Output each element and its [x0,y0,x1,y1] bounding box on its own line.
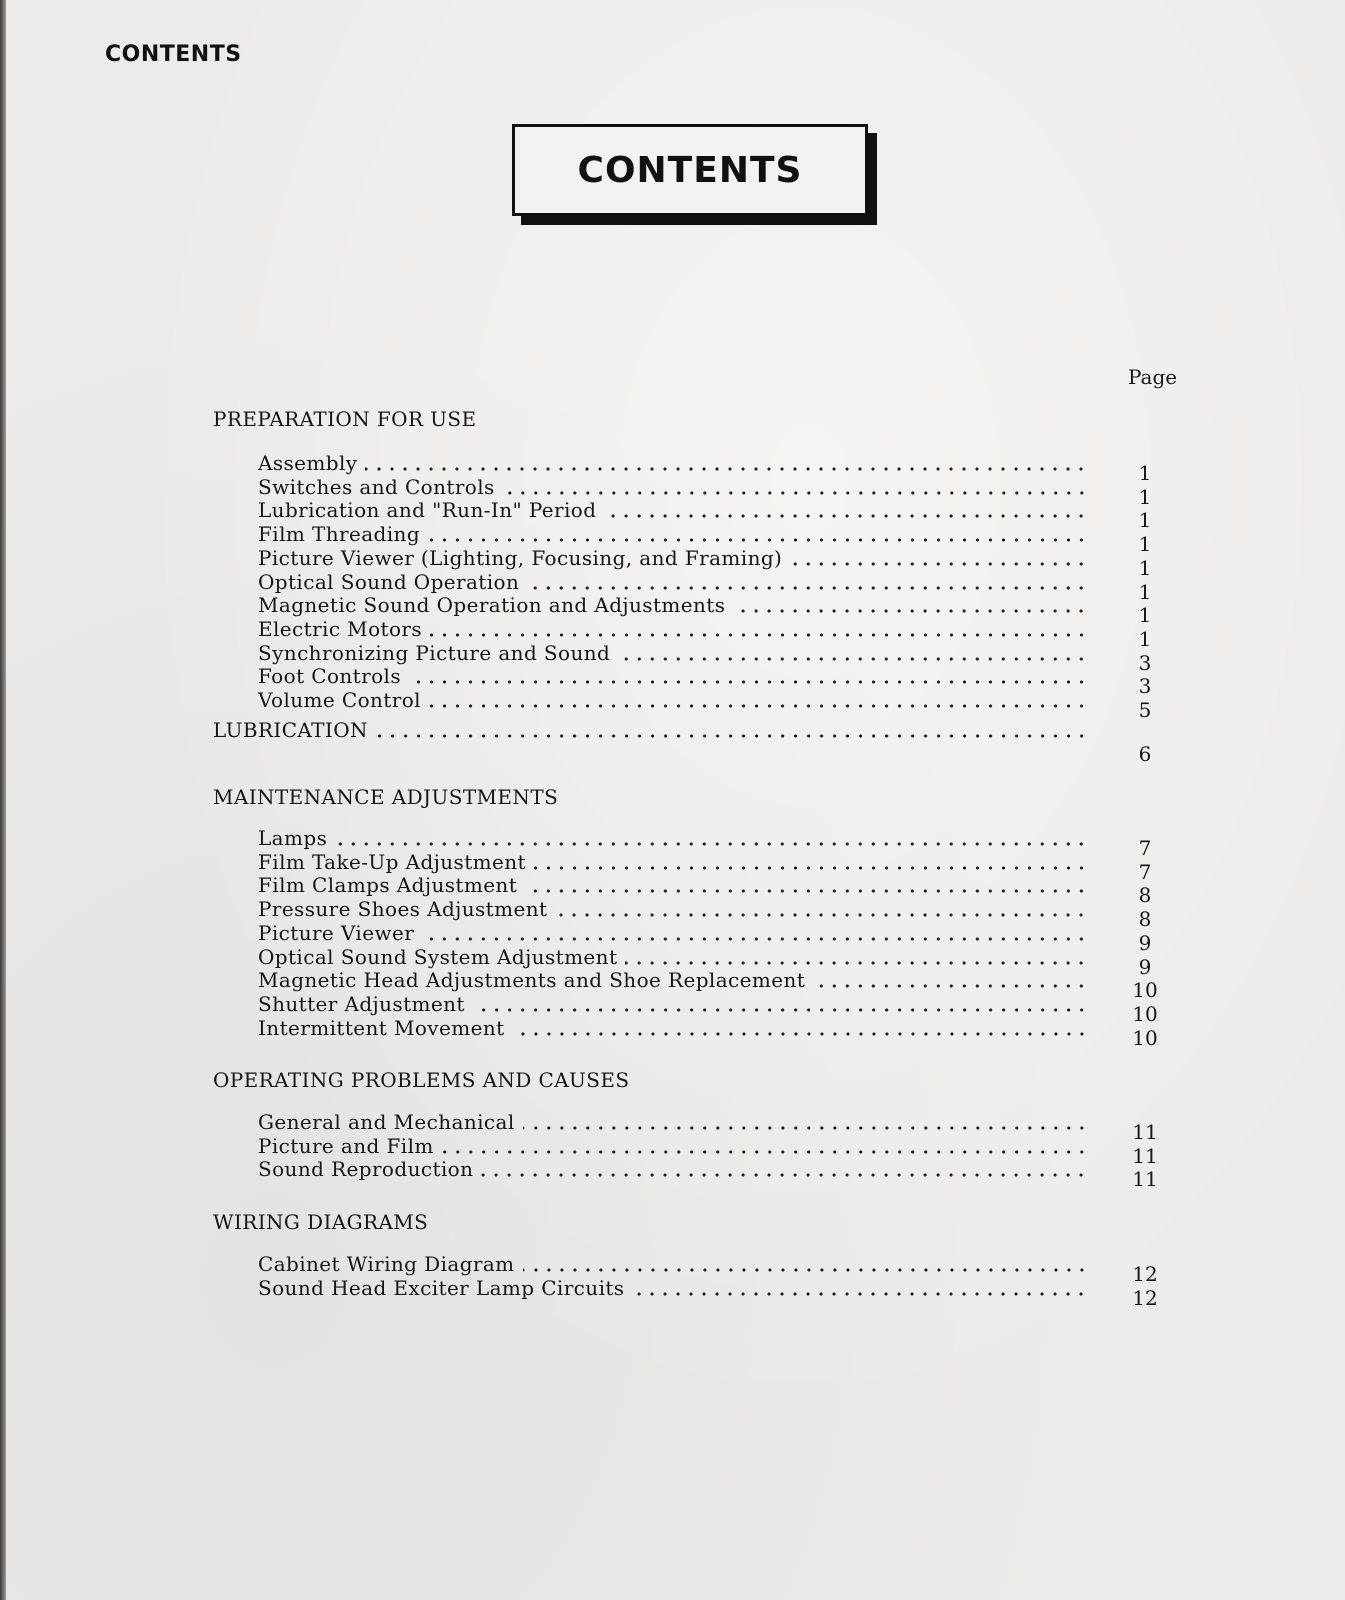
toc-entry [258,1134,1088,1158]
entry-label: Synchronizing Picture and Sound [258,640,611,665]
entry-label: Film Take-Up Adjustment [258,849,526,874]
dot-leader [813,983,1088,989]
page-column-label: Page [1128,365,1178,389]
entry-label: Cabinet Wiring Diagram [258,1252,515,1276]
section-heading: MAINTENANCE ADJUSTMENTS [213,785,559,809]
toc-entry [258,570,1088,594]
toc-section-entry [213,718,1088,742]
dot-leader [534,865,1088,871]
toc-entry [258,873,1088,897]
toc-entry [258,1110,1088,1134]
dot-leader [429,703,1088,709]
dot-leader [523,1267,1088,1273]
page-number: 9 [1138,930,1152,955]
section-heading: OPERATING PROBLEMS AND CAUSES [213,1068,630,1092]
toc-entry [258,1276,1088,1300]
entry-label: Magnetic Sound Operation and Adjustments [258,593,726,618]
dot-leader [555,912,1088,918]
toc-entry [258,921,1088,945]
toc-entry [258,641,1088,665]
page-number: 7 [1138,859,1152,884]
toc-entry [258,522,1088,546]
entry-label: Lubrication and "Run-In" Period [258,498,597,523]
toc-entry [258,1016,1088,1040]
entry-label: Shutter Adjustment [258,991,465,1016]
page-number: 1 [1138,508,1152,533]
page-number: 10 [1132,978,1158,1003]
page-number: 12 [1132,1262,1158,1286]
page-number: 11 [1132,1120,1158,1144]
page-number: 7 [1138,836,1152,860]
dot-leader [428,537,1088,543]
entry-label: Switches and Controls [258,474,495,499]
page-number: 10 [1132,1001,1158,1026]
section-heading: LUBRICATION [213,718,368,742]
toc-entry [258,593,1088,617]
dot-leader [513,1031,1088,1037]
toc-entry [258,1252,1088,1276]
page-number: 5 [1138,698,1152,722]
toc-entry [258,617,1088,641]
toc-entry [258,945,1088,969]
page-number: 1 [1138,532,1152,557]
page-number: 1 [1138,484,1152,509]
toc-entry [258,546,1088,570]
entry-label: Film Clamps Adjustment [258,873,518,898]
dot-leader [632,1291,1088,1297]
entry-label: Intermittent Movement [258,1015,505,1040]
dot-leader [527,585,1088,591]
toc-entry [258,475,1088,499]
page-number: 1 [1138,555,1152,580]
dot-leader [604,513,1088,519]
entry-label: Lamps [258,826,328,850]
entry-label: Pressure Shoes Adjustment [258,897,548,922]
page-number: 3 [1138,674,1152,699]
dot-leader [376,733,1088,739]
toc-entry [258,826,1088,850]
toc-entry [258,1157,1088,1181]
entry-label: Magnetic Head Adjustments and Shoe Replacement [258,968,806,993]
dot-leader [790,561,1088,567]
dot-leader [618,656,1088,662]
page-number: 1 [1138,579,1152,604]
entry-label: Picture and Film [258,1133,434,1158]
entry-label: Sound Head Exciter Lamp Circuits [258,1275,625,1300]
entry-label: General and Mechanical [258,1110,515,1134]
page-number: 11 [1132,1143,1158,1168]
page-number: 3 [1138,650,1152,675]
page-number: 8 [1138,907,1152,932]
toc-entry [258,968,1088,992]
dot-leader [365,466,1088,472]
toc-entry [258,850,1088,874]
dot-leader [733,608,1088,614]
dot-leader [335,841,1088,847]
entry-label: Optical Sound System Adjustment [258,944,618,969]
dot-leader [523,1125,1088,1131]
page-number: 11 [1132,1167,1158,1192]
entry-label: Optical Sound Operation [258,569,520,594]
page-number: 8 [1138,883,1152,908]
entry-label: Sound Reproduction [258,1157,474,1182]
entry-label: Assembly [258,451,358,475]
section-heading: WIRING DIAGRAMS [213,1210,429,1234]
toc-entry [258,897,1088,921]
toc-entry [258,498,1088,522]
section-heading: PREPARATION FOR USE [213,407,477,431]
page-number: 9 [1138,954,1152,979]
entry-label: Film Threading [258,522,421,547]
entry-label: Picture Viewer [258,920,415,945]
page-number: 10 [1132,1025,1158,1050]
entry-label: Volume Control [258,688,421,712]
page-number: 6 [1138,742,1152,766]
dot-leader [473,1007,1088,1013]
page-number: 12 [1132,1285,1158,1310]
entry-label: Picture Viewer (Lighting, Focusing, and Framing) [258,545,783,570]
dot-leader [625,960,1088,966]
dot-leader [422,936,1088,942]
toc-entry [258,451,1088,475]
page-number: 1 [1138,603,1152,628]
page-number: 1 [1138,461,1152,485]
dot-leader [503,490,1088,496]
dot-leader [442,1149,1088,1155]
page-title: CONTENTS [577,149,803,191]
toc-entry [258,664,1088,688]
page-number: 1 [1138,626,1152,651]
dot-leader [481,1172,1088,1178]
dot-leader [430,632,1088,638]
running-header: CONTENTS [105,42,242,67]
dot-leader [409,679,1088,685]
dot-leader [525,888,1088,894]
toc-entry [258,992,1088,1016]
entry-label: Electric Motors [258,616,423,641]
toc-entry [258,688,1088,712]
entry-label: Foot Controls [258,664,401,689]
